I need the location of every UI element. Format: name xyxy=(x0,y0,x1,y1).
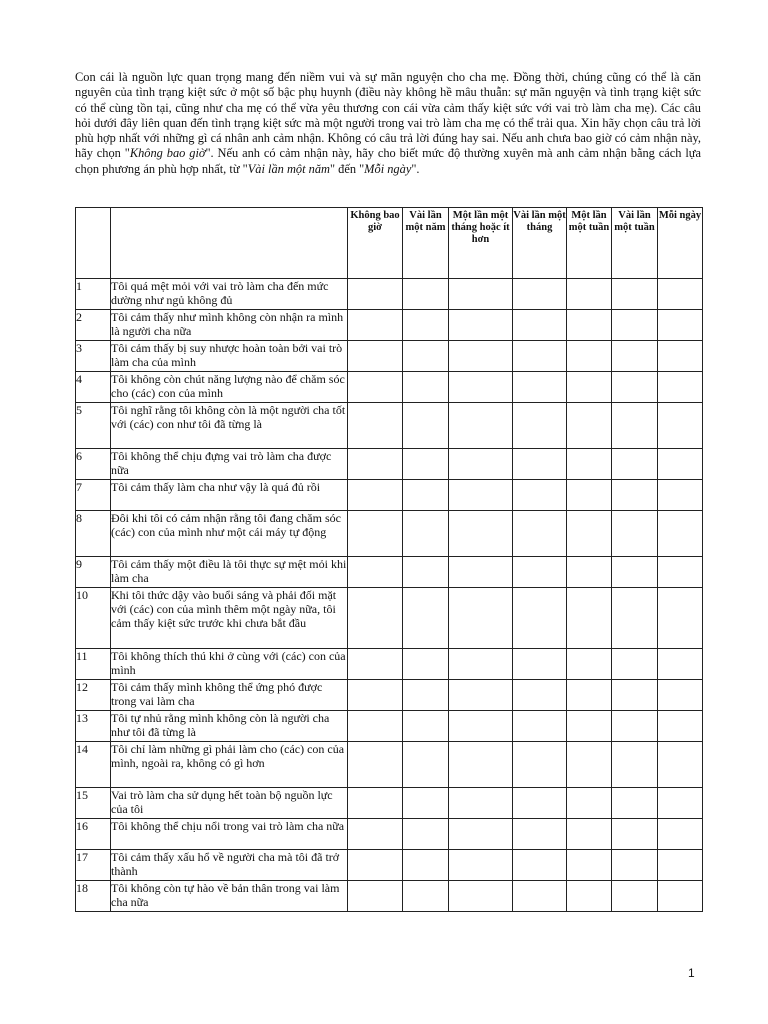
answer-cell-once-week[interactable] xyxy=(567,649,612,680)
answer-cell-once-week[interactable] xyxy=(567,449,612,480)
answer-cell-once-month-or-less[interactable] xyxy=(449,788,513,819)
question-text: Tôi cảm thấy bị suy nhược hoàn toàn bởi vai trò làm cha của mình xyxy=(111,341,348,372)
answer-cell-few-times-week[interactable] xyxy=(612,588,658,649)
answer-cell-few-times-year[interactable] xyxy=(403,403,449,449)
row-number: 18 xyxy=(76,881,111,912)
question-text: Tôi cảm thấy làm cha như vậy là quá đủ rồi xyxy=(111,480,348,511)
table-row xyxy=(76,680,703,711)
header-once-month-or-less: Một lần một tháng hoặc ít hơn xyxy=(449,208,513,279)
row-number: 13 xyxy=(76,711,111,742)
row-number: 17 xyxy=(76,850,111,881)
answer-cell-few-times-year[interactable] xyxy=(403,480,449,511)
answer-cell-once-week[interactable] xyxy=(567,403,612,449)
answer-cell-every-day[interactable] xyxy=(658,850,703,881)
answer-cell-few-times-year[interactable] xyxy=(403,279,449,310)
answer-cell-once-week[interactable] xyxy=(567,788,612,819)
answer-cell-few-times-year[interactable] xyxy=(403,310,449,341)
row-number: 7 xyxy=(76,480,111,511)
answer-cell-never[interactable] xyxy=(348,341,403,372)
answer-cell-once-month-or-less[interactable] xyxy=(449,511,513,557)
answer-cell-few-times-year[interactable] xyxy=(403,788,449,819)
answer-cell-few-times-month[interactable] xyxy=(513,279,567,310)
answer-cell-every-day[interactable] xyxy=(658,480,703,511)
answer-cell-never[interactable] xyxy=(348,480,403,511)
answer-cell-few-times-year[interactable] xyxy=(403,372,449,403)
answer-cell-few-times-year[interactable] xyxy=(403,511,449,557)
answer-cell-every-day[interactable] xyxy=(658,403,703,449)
table-row xyxy=(76,881,703,912)
answer-cell-few-times-month[interactable] xyxy=(513,449,567,480)
answer-cell-never[interactable] xyxy=(348,310,403,341)
row-number: 16 xyxy=(76,819,111,850)
answer-cell-few-times-month[interactable] xyxy=(513,649,567,680)
answer-cell-every-day[interactable] xyxy=(658,881,703,912)
answer-cell-few-times-month[interactable] xyxy=(513,588,567,649)
answer-cell-few-times-year[interactable] xyxy=(403,588,449,649)
answer-cell-never[interactable] xyxy=(348,557,403,588)
answer-cell-few-times-year[interactable] xyxy=(403,742,449,788)
answer-cell-never[interactable] xyxy=(348,403,403,449)
table-row xyxy=(76,819,703,850)
answer-cell-once-week[interactable] xyxy=(567,372,612,403)
answer-cell-few-times-year[interactable] xyxy=(403,557,449,588)
row-number: 2 xyxy=(76,310,111,341)
survey-body xyxy=(76,279,703,912)
row-number: 12 xyxy=(76,680,111,711)
answer-cell-few-times-week[interactable] xyxy=(612,742,658,788)
header-never: Không bao giờ xyxy=(348,208,403,279)
answer-cell-once-week[interactable] xyxy=(567,279,612,310)
answer-cell-every-day[interactable] xyxy=(658,588,703,649)
header-once-week: Một lần một tuần xyxy=(567,208,612,279)
intro-text-part3: " đến " xyxy=(329,161,365,176)
row-number: 15 xyxy=(76,788,111,819)
answer-cell-every-day[interactable] xyxy=(658,819,703,850)
question-text: Tôi không còn tự hào về bản thân trong vai làm cha nữa xyxy=(111,881,348,912)
intro-never-option: Không bao giờ xyxy=(129,146,206,161)
answer-cell-every-day[interactable] xyxy=(658,649,703,680)
answer-cell-few-times-year[interactable] xyxy=(403,711,449,742)
answer-cell-every-day[interactable] xyxy=(658,310,703,341)
answer-cell-never[interactable] xyxy=(348,850,403,881)
answer-cell-never[interactable] xyxy=(348,279,403,310)
answer-cell-few-times-week[interactable] xyxy=(612,819,658,850)
answer-cell-once-month-or-less[interactable] xyxy=(449,341,513,372)
header-few-times-year: Vài lần một năm xyxy=(403,208,449,279)
answer-cell-few-times-week[interactable] xyxy=(612,711,658,742)
answer-cell-few-times-month[interactable] xyxy=(513,480,567,511)
question-text: Tôi không thể chịu đựng vai trò làm cha được nữa xyxy=(111,449,348,480)
answer-cell-every-day[interactable] xyxy=(658,449,703,480)
table-row xyxy=(76,557,703,588)
answer-cell-once-month-or-less[interactable] xyxy=(449,310,513,341)
question-text: Tôi cảm thấy như mình không còn nhận ra mình là người cha nữa xyxy=(111,310,348,341)
answer-cell-few-times-year[interactable] xyxy=(403,850,449,881)
answer-cell-once-week[interactable] xyxy=(567,850,612,881)
answer-cell-few-times-week[interactable] xyxy=(612,310,658,341)
answer-cell-once-week[interactable] xyxy=(567,680,612,711)
answer-cell-once-week[interactable] xyxy=(567,711,612,742)
table-row xyxy=(76,279,703,310)
answer-cell-never[interactable] xyxy=(348,819,403,850)
answer-cell-once-month-or-less[interactable] xyxy=(449,480,513,511)
answer-cell-once-month-or-less[interactable] xyxy=(449,881,513,912)
answer-cell-once-month-or-less[interactable] xyxy=(449,279,513,310)
table-row xyxy=(76,403,703,449)
answer-cell-every-day[interactable] xyxy=(658,511,703,557)
row-number: 5 xyxy=(76,403,111,449)
answer-cell-few-times-week[interactable] xyxy=(612,341,658,372)
answer-cell-once-week[interactable] xyxy=(567,511,612,557)
row-number: 11 xyxy=(76,649,111,680)
intro-text-part2: ". Nếu anh có cảm nhận này, hãy cho biết mức độ thường xuyên mà anh cảm nhận bằng cách lựa chọn phương án phù hợp nhất, từ " xyxy=(75,146,701,176)
answer-cell-once-week[interactable] xyxy=(567,742,612,788)
question-text: Tôi nghĩ rằng tôi không còn là một người cha tốt với (các) con như tôi đã từng là xyxy=(111,403,348,449)
answer-cell-few-times-week[interactable] xyxy=(612,511,658,557)
answer-cell-few-times-month[interactable] xyxy=(513,711,567,742)
answer-cell-never[interactable] xyxy=(348,372,403,403)
answer-cell-once-month-or-less[interactable] xyxy=(449,372,513,403)
answer-cell-once-month-or-less[interactable] xyxy=(449,588,513,649)
answer-cell-few-times-week[interactable] xyxy=(612,649,658,680)
answer-cell-every-day[interactable] xyxy=(658,341,703,372)
answer-cell-never[interactable] xyxy=(348,649,403,680)
answer-cell-few-times-month[interactable] xyxy=(513,850,567,881)
answer-cell-few-times-month[interactable] xyxy=(513,557,567,588)
answer-cell-few-times-week[interactable] xyxy=(612,480,658,511)
answer-cell-few-times-week[interactable] xyxy=(612,788,658,819)
answer-cell-never[interactable] xyxy=(348,680,403,711)
question-text: Tôi không thích thú khi ở cùng với (các) con của mình xyxy=(111,649,348,680)
answer-cell-few-times-year[interactable] xyxy=(403,680,449,711)
survey-table xyxy=(75,207,703,912)
answer-cell-few-times-month[interactable] xyxy=(513,341,567,372)
header-number-cell xyxy=(76,208,111,279)
answer-cell-few-times-year[interactable] xyxy=(403,819,449,850)
table-row xyxy=(76,449,703,480)
answer-cell-once-week[interactable] xyxy=(567,819,612,850)
answer-cell-few-times-year[interactable] xyxy=(403,341,449,372)
row-number: 9 xyxy=(76,557,111,588)
answer-cell-every-day[interactable] xyxy=(658,788,703,819)
question-text: Tôi tự nhủ rằng mình không còn là người cha như tôi đã từng là xyxy=(111,711,348,742)
answer-cell-few-times-week[interactable] xyxy=(612,881,658,912)
answer-cell-never[interactable] xyxy=(348,881,403,912)
question-text: Tôi chỉ làm những gì phải làm cho (các) con của mình, ngoài ra, không có gì hơn xyxy=(111,742,348,788)
answer-cell-few-times-month[interactable] xyxy=(513,310,567,341)
question-text: Tôi cảm thấy một điều là tôi thực sự mệt mỏi khi làm cha xyxy=(111,557,348,588)
answer-cell-few-times-month[interactable] xyxy=(513,788,567,819)
header-few-times-month: Vài lần một tháng xyxy=(513,208,567,279)
table-row xyxy=(76,649,703,680)
table-row xyxy=(76,711,703,742)
question-text: Khi tôi thức dậy vào buổi sáng và phải đối mặt với (các) con của mình thêm một ngày nữa, tôi cảm thấy kiệt sức trước khi chưa bắt đầu xyxy=(111,588,348,649)
question-text: Tôi quá mệt mỏi với vai trò làm cha đến mức dường như ngủ không đủ xyxy=(111,279,348,310)
answer-cell-few-times-week[interactable] xyxy=(612,279,658,310)
question-text: Tôi cảm thấy xấu hổ về người cha mà tôi đã trở thành xyxy=(111,850,348,881)
answer-cell-once-month-or-less[interactable] xyxy=(449,680,513,711)
table-row xyxy=(76,511,703,557)
intro-paragraph xyxy=(75,70,701,177)
answer-cell-once-month-or-less[interactable] xyxy=(449,403,513,449)
answer-cell-every-day[interactable] xyxy=(658,680,703,711)
table-row xyxy=(76,788,703,819)
answer-cell-once-month-or-less[interactable] xyxy=(449,449,513,480)
table-row xyxy=(76,341,703,372)
answer-cell-once-month-or-less[interactable] xyxy=(449,557,513,588)
answer-cell-once-week[interactable] xyxy=(567,881,612,912)
intro-text-part4: ". xyxy=(411,161,420,176)
row-number: 10 xyxy=(76,588,111,649)
question-text: Vai trò làm cha sử dụng hết toàn bộ nguồn lực của tôi xyxy=(111,788,348,819)
answer-cell-once-week[interactable] xyxy=(567,310,612,341)
question-text: Tôi không thể chịu nổi trong vai trò làm cha nữa xyxy=(111,819,348,850)
answer-cell-few-times-month[interactable] xyxy=(513,742,567,788)
header-question-cell xyxy=(111,208,348,279)
row-number: 8 xyxy=(76,511,111,557)
header-few-times-week: Vài lần một tuần xyxy=(612,208,658,279)
answer-cell-few-times-year[interactable] xyxy=(403,449,449,480)
intro-text-part1: Con cái là nguồn lực quan trọng mang đến niềm vui và sự mãn nguyện cho cha mẹ. Đồng thời, chúng cũng có thể là căn nguyên của tình trạng kiệt sức ở một số bậc phụ huynh (điều này không hề mâu thuẫn: sự mãn nguyện và tình trạng kiệt sức có thể cùng tồn tại, cũng như cha mẹ có thể vừa yêu thương con cái vừa cảm thấy kiệt sức với vai trò làm cha mẹ). Các câu hỏi dưới đây liên quan đến tình trạng kiệt sức mà một người trong vai trò làm cha mẹ có thể trải qua. Xin hãy chọn câu trả lời phù hợp nhất với những gì cá nhân anh cảm nhận. Không có câu trả lời đúng hay sai. Nếu anh chưa bao giờ có cảm nhận này, hãy chọn " xyxy=(75,70,701,161)
answer-cell-few-times-month[interactable] xyxy=(513,372,567,403)
answer-cell-few-times-week[interactable] xyxy=(612,372,658,403)
row-number: 1 xyxy=(76,279,111,310)
answer-cell-every-day[interactable] xyxy=(658,557,703,588)
answer-cell-every-day[interactable] xyxy=(658,711,703,742)
answer-cell-few-times-week[interactable] xyxy=(612,449,658,480)
answer-cell-every-day[interactable] xyxy=(658,279,703,310)
row-number: 6 xyxy=(76,449,111,480)
header-row xyxy=(76,208,703,279)
answer-cell-few-times-year[interactable] xyxy=(403,649,449,680)
intro-few-year-option: Vài lần một năm xyxy=(247,161,330,176)
answer-cell-few-times-week[interactable] xyxy=(612,557,658,588)
answer-cell-once-week[interactable] xyxy=(567,557,612,588)
table-row xyxy=(76,372,703,403)
answer-cell-never[interactable] xyxy=(348,742,403,788)
answer-cell-few-times-month[interactable] xyxy=(513,819,567,850)
answer-cell-few-times-year[interactable] xyxy=(403,881,449,912)
answer-cell-once-week[interactable] xyxy=(567,480,612,511)
header-every-day: Mỗi ngày xyxy=(658,208,703,279)
answer-cell-once-month-or-less[interactable] xyxy=(449,742,513,788)
answer-cell-few-times-week[interactable] xyxy=(612,850,658,881)
answer-cell-never[interactable] xyxy=(348,711,403,742)
row-number: 3 xyxy=(76,341,111,372)
answer-cell-never[interactable] xyxy=(348,449,403,480)
answer-cell-few-times-month[interactable] xyxy=(513,511,567,557)
answer-cell-once-month-or-less[interactable] xyxy=(449,711,513,742)
answer-cell-never[interactable] xyxy=(348,588,403,649)
table-row xyxy=(76,742,703,788)
table-row xyxy=(76,480,703,511)
answer-cell-once-week[interactable] xyxy=(567,341,612,372)
table-row xyxy=(76,310,703,341)
answer-cell-few-times-month[interactable] xyxy=(513,403,567,449)
question-text: Tôi không còn chút năng lượng nào để chăm sóc cho (các) con của mình xyxy=(111,372,348,403)
answer-cell-once-month-or-less[interactable] xyxy=(449,819,513,850)
answer-cell-every-day[interactable] xyxy=(658,372,703,403)
table-row xyxy=(76,850,703,881)
answer-cell-never[interactable] xyxy=(348,511,403,557)
answer-cell-few-times-month[interactable] xyxy=(513,881,567,912)
answer-cell-few-times-week[interactable] xyxy=(612,680,658,711)
row-number: 14 xyxy=(76,742,111,788)
table-row xyxy=(76,588,703,649)
answer-cell-never[interactable] xyxy=(348,788,403,819)
page-number: 1 xyxy=(688,966,695,980)
answer-cell-few-times-week[interactable] xyxy=(612,403,658,449)
intro-every-day-option: Mỗi ngày xyxy=(364,161,412,176)
answer-cell-once-week[interactable] xyxy=(567,588,612,649)
answer-cell-few-times-month[interactable] xyxy=(513,680,567,711)
answer-cell-every-day[interactable] xyxy=(658,742,703,788)
row-number: 4 xyxy=(76,372,111,403)
answer-cell-once-month-or-less[interactable] xyxy=(449,850,513,881)
question-text: Tôi cảm thấy mình không thể ứng phó được trong vai làm cha xyxy=(111,680,348,711)
answer-cell-once-month-or-less[interactable] xyxy=(449,649,513,680)
question-text: Đôi khi tôi có cảm nhận rằng tôi đang chăm sóc (các) con của mình như một cái máy tự động xyxy=(111,511,348,557)
